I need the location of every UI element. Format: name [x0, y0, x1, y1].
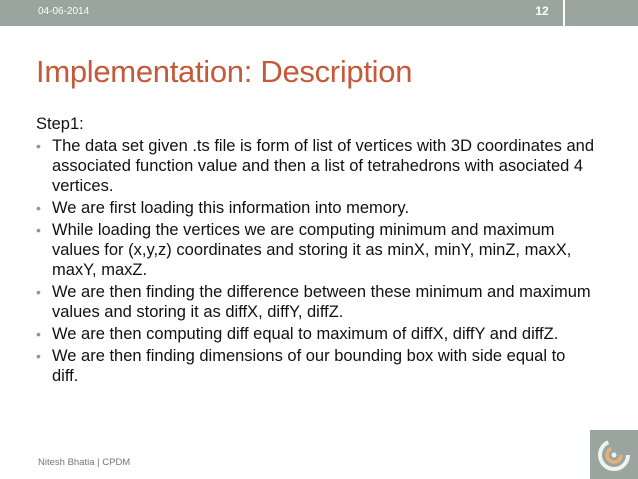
bullet-icon: • — [36, 348, 41, 364]
bullet-icon: • — [36, 200, 41, 216]
bullet-item — [36, 136, 596, 196]
bullet-icon: • — [36, 326, 41, 342]
bullet-item — [36, 220, 596, 280]
slide-date: 04-06-2014 — [38, 6, 90, 17]
header-divider — [563, 0, 565, 26]
bullet-item — [36, 324, 596, 344]
cpdm-logo-icon — [590, 430, 638, 479]
footer-text: Nitesh Bhatia | CPDM — [38, 457, 131, 468]
bullet-text: The data set given .ts file is form of list of vertices with 3D coordinates and associated function value and then a list of tetrahedrons with asociated 4 vertices. — [52, 137, 594, 195]
slide-number: 12 — [535, 4, 549, 18]
bullet-text: We are then computing diff equal to maximum of diffX, diffY and diffZ. — [52, 325, 559, 343]
bullet-text: We are then finding dimensions of our bounding box with side equal to diff. — [52, 347, 566, 385]
bullet-item — [36, 346, 596, 386]
slide-title: Implementation: Description — [36, 54, 413, 89]
bullet-icon: • — [36, 284, 41, 300]
bullet-item — [36, 282, 596, 322]
step-label: Step1: — [36, 115, 84, 133]
bullet-text: While loading the vertices we are computing minimum and maximum values for (x,y,z) coordinates and storing it as minX, minY, minZ, maxX, maxY, maxZ. — [52, 221, 572, 279]
bullet-item — [36, 198, 596, 218]
bullet-text: We are then finding the difference between these minimum and maximum values and storing it as diffX, diffY, diffZ. — [52, 283, 591, 321]
bullet-icon: • — [36, 138, 41, 154]
header-bar — [0, 0, 638, 26]
slide-body — [36, 114, 596, 388]
bullet-list — [36, 136, 596, 386]
bullet-icon: • — [36, 222, 41, 238]
bullet-text: We are first loading this information into memory. — [52, 199, 410, 217]
